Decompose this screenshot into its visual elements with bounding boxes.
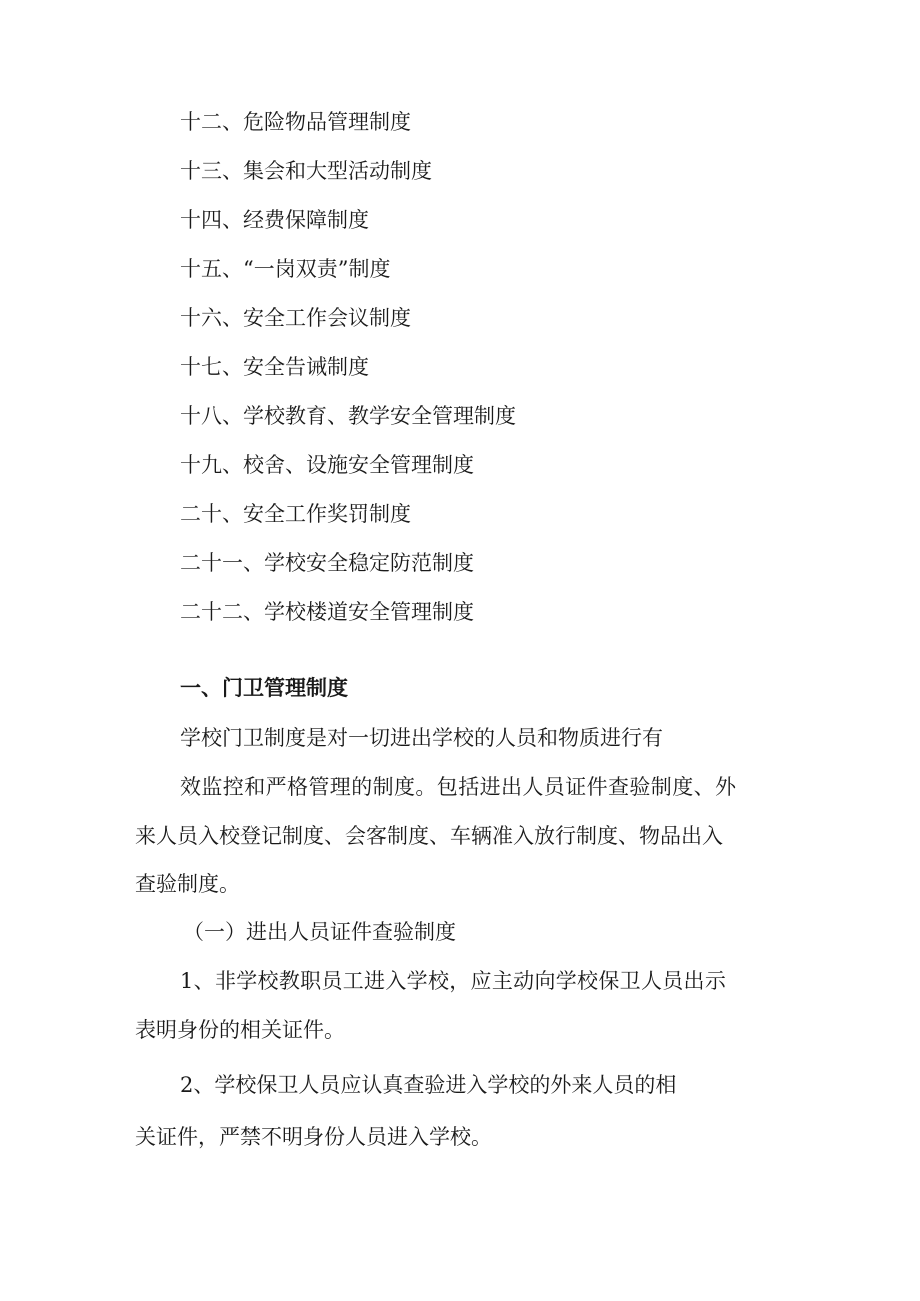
paragraph-line: 表明身份的相关证件。 xyxy=(135,1018,345,1042)
paragraph-line: 关证件，严禁不明身份人员进入学校。 xyxy=(135,1125,492,1149)
paragraph-line: 1、非学校教职员工进入学校，应主动向学校保卫人员出示 xyxy=(180,969,727,993)
toc-item: 十九、校舍、设施安全管理制度 xyxy=(180,453,474,477)
toc-item: 十七、安全告诫制度 xyxy=(180,355,369,379)
toc-item: 十五、“一岗双责”制度 xyxy=(180,257,391,281)
toc-item: 十六、安全工作会议制度 xyxy=(180,306,411,330)
toc-item: 二十、安全工作奖罚制度 xyxy=(180,502,411,526)
paragraph-line: 2、学校保卫人员应认真查验进入学校的外来人员的相 xyxy=(180,1073,677,1097)
toc-item: 十二、危险物品管理制度 xyxy=(180,110,411,134)
toc-item: 十八、学校教育、教学安全管理制度 xyxy=(180,404,516,428)
toc-item: 十三、集会和大型活动制度 xyxy=(180,159,432,183)
intro-line: 效监控和严格管理的制度。包括进出人员证件查验制度、外 xyxy=(180,775,737,799)
toc-list xyxy=(180,112,516,651)
section-heading: 一、门卫管理制度 xyxy=(180,676,348,700)
subsection-heading: （一）进出人员证件查验制度 xyxy=(183,920,456,944)
intro-line: 学校门卫制度是对一切进出学校的人员和物质进行有 xyxy=(180,726,663,750)
toc-item: 二十二、学校楼道安全管理制度 xyxy=(180,600,474,624)
intro-line: 查验制度。 xyxy=(135,872,240,896)
intro-line: 来人员入校登记制度、会客制度、车辆准入放行制度、物品出入 xyxy=(135,824,723,848)
toc-item: 十四、经费保障制度 xyxy=(180,208,369,232)
toc-item: 二十一、学校安全稳定防范制度 xyxy=(180,551,474,575)
